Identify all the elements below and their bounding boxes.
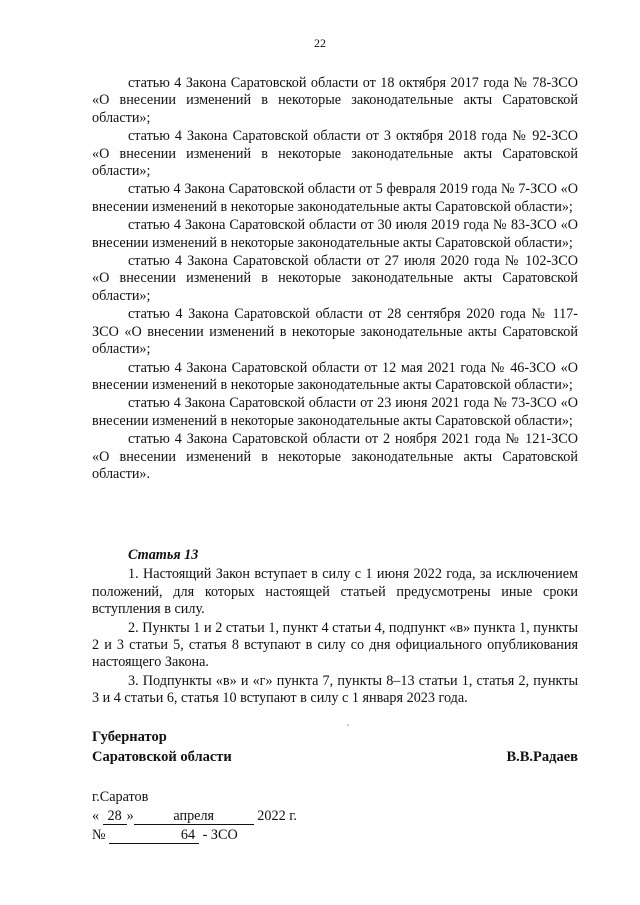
article-paragraph: 1. Настоящий Закон вступает в силу с 1 июня 2022 года, за исключением положений, для которых настоящей статьей предусмотрены иные сроки вступления в силу.: [92, 566, 578, 618]
date-close-quote: »: [126, 808, 134, 824]
signature-block: [92, 727, 578, 767]
number-prefix: №: [92, 827, 106, 843]
list-item: статью 4 Закона Саратовской области от 28 сентября 2020 года № 117-ЗСО «О внесении изменений в некоторые законодательные акты Саратовской области»;: [92, 306, 578, 358]
article-paragraph: 2. Пункты 1 и 2 статьи 1, пункт 4 статьи 4, подпункт «в» пункта 1, пункты 2 и 3 статьи 5, статья 8 вступают в силу со дня официального опубликования настоящего Закона.: [92, 619, 578, 671]
date-open-quote: «: [92, 808, 100, 824]
list-item: статью 4 Закона Саратовской области от 23 июня 2021 года № 73-ЗСО «О внесении изменений в некоторые законодательные акты Саратовской области»;: [92, 395, 578, 429]
number-suffix: - ЗСО: [202, 827, 238, 843]
repealed-laws-list: [92, 75, 578, 484]
list-item: статью 4 Закона Саратовской области от 3 октября 2018 года № 92-ЗСО «О внесении изменений в некоторые законодательные акты Саратовской области»;: [92, 128, 578, 180]
article-paragraph: 3. Подпункты «в» и «г» пункта 7, пункты 8–13 статьи 1, статья 2, пункты 3 и 4 статьи 6, статья 10 вступают в силу с 1 января 2023 года.: [92, 672, 578, 707]
list-item: статью 4 Закона Саратовской области от 30 июля 2019 года № 83-ЗСО «О внесении изменений в некоторые законодательные акты Саратовской области»;: [92, 217, 578, 251]
date-month: апреля: [134, 809, 254, 825]
page-number: 22: [314, 36, 326, 50]
scan-speck: [347, 724, 349, 726]
signatory-position-line1: Губернатор: [92, 729, 167, 745]
article-title: Статья 13: [128, 547, 199, 563]
law-date: [92, 807, 297, 826]
article-13: [92, 547, 578, 709]
date-year: 2022 г.: [257, 808, 297, 824]
date-day: 28: [103, 809, 127, 825]
city: г.Саратов: [92, 789, 149, 805]
list-item: статью 4 Закона Саратовской области от 27 июля 2020 года № 102-ЗСО «О внесении изменений в некоторые законодательные акты Саратовской области»;: [92, 253, 578, 304]
signatory-name: В.В.Радаев: [506, 749, 578, 765]
number-value: 64: [109, 828, 199, 844]
list-item: статью 4 Закона Саратовской области от 18 октября 2017 года № 78-ЗСО «О внесении изменений в некоторые законодательные акты Саратовской области»;: [92, 75, 578, 126]
law-footer: [92, 788, 297, 845]
list-item: статью 4 Закона Саратовской области от 5 февраля 2019 года № 7-ЗСО «О внесении изменений в некоторые законодательные акты Саратовской области»;: [92, 181, 578, 215]
signatory-position-line2: Саратовской области: [92, 749, 232, 765]
law-number: [92, 826, 297, 845]
list-item: статью 4 Закона Саратовской области от 2 ноября 2021 года № 121-ЗСО «О внесении изменений в некоторые законодательные акты Саратовской области».: [92, 431, 578, 482]
list-item: статью 4 Закона Саратовской области от 12 мая 2021 года № 46-ЗСО «О внесении изменений в некоторые законодательные акты Саратовской области»;: [92, 359, 578, 393]
